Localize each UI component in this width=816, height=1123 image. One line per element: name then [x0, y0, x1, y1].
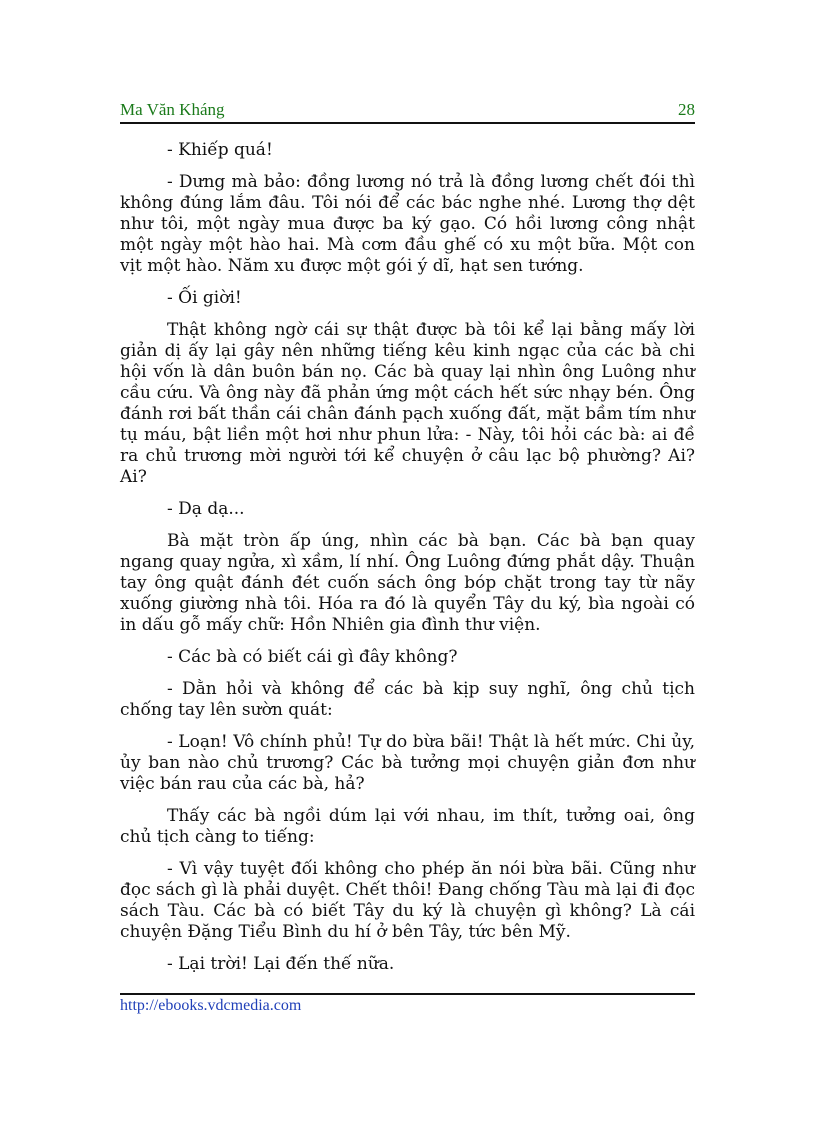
page-header: [120, 100, 695, 122]
paragraph: Bà mặt tròn ấp úng, nhìn các bà bạn. Các bà bạn quay ngang quay ngửa, xì xầm, lí nhí. Ông Luông đứng phắt dậy. Thuận tay ông quật đánh đét cuốn sách ông bóp chặt trong tay từ nãy xuống giường nhà tôi. Hóa ra đó là quyển Tây du ký, bìa ngoài có in dấu gỗ mấy chữ: Hồn Nhiên gia đình thư viện.: [120, 531, 695, 635]
header-author: Ma Văn Kháng: [120, 100, 225, 119]
paragraph: - Dằn hỏi và không để các bà kịp suy nghĩ, ông chủ tịch chống tay lên sườn quát:: [120, 679, 695, 720]
paragraph: - Khiếp quá!: [167, 140, 273, 160]
paragraph: - Loạn! Vô chính phủ! Tự do bừa bãi! Thật là hết mức. Chi ủy, ủy ban nào chủ trương? Các bà tưởng mọi chuyện giản đơn như việc bán rau của các bà, hả?: [120, 732, 695, 794]
paragraph: - Các bà có biết cái gì đây không?: [167, 647, 458, 667]
footer-divider: [120, 993, 695, 995]
page-body: [120, 140, 695, 986]
page-number: 28: [678, 100, 695, 119]
paragraph: - Dạ dạ...: [167, 499, 245, 519]
header-divider: [120, 122, 695, 124]
paragraph: Thật không ngờ cái sự thật được bà tôi kể lại bằng mấy lời giản dị ấy lại gây nên những tiếng kêu kinh ngạc của các bà chi hội vốn là dân buôn bán nọ. Các bà quay lại nhìn ông Luông như cầu cứu. Và ông này đã phản ứng một cách hết sức nhạy bén. Ông đánh rơi bất thần cái chân đánh pạch xuống đất, mặt bầm tím như tụ máu, bật liền một hơi như phun lửa: - Này, tôi hỏi các bà: ai đề ra chủ trương mời người tới kể chuyện ở câu lạc bộ phường? Ai? Ai?: [120, 320, 695, 487]
paragraph: - Ối giời!: [167, 288, 242, 308]
paragraph: - Vì vậy tuyệt đối không cho phép ăn nói bừa bãi. Cũng như đọc sách gì là phải duyệt. Chết thôi! Đang chống Tàu mà lại đi đọc sách Tàu. Các bà có biết Tây du ký là chuyện gì không? Là cái chuyện Đặng Tiểu Bình du hí ở bên Tây, tức bên Mỹ.: [120, 859, 695, 942]
paragraph: - Dưng mà bảo: đồng lương nó trả là đồng lương chết đói thì không đúng lắm đâu. Tôi nói để các bác nghe nhé. Lương thợ dệt như tôi, một ngày mua được ba ký gạo. Có hồi lương công nhật một ngày một hào hai. Mà cơm đầu ghế có xu một bữa. Một con vịt một hào. Năm xu được một gói ý dĩ, hạt sen tướng.: [120, 172, 695, 276]
paragraph: Thấy các bà ngồi dúm lại với nhau, im thít, tưởng oai, ông chủ tịch càng to tiếng:: [120, 806, 695, 847]
footer-link[interactable]: http://ebooks.vdcmedia.com: [120, 997, 302, 1014]
paragraph: - Lại trời! Lại đến thế nữa.: [167, 954, 395, 974]
